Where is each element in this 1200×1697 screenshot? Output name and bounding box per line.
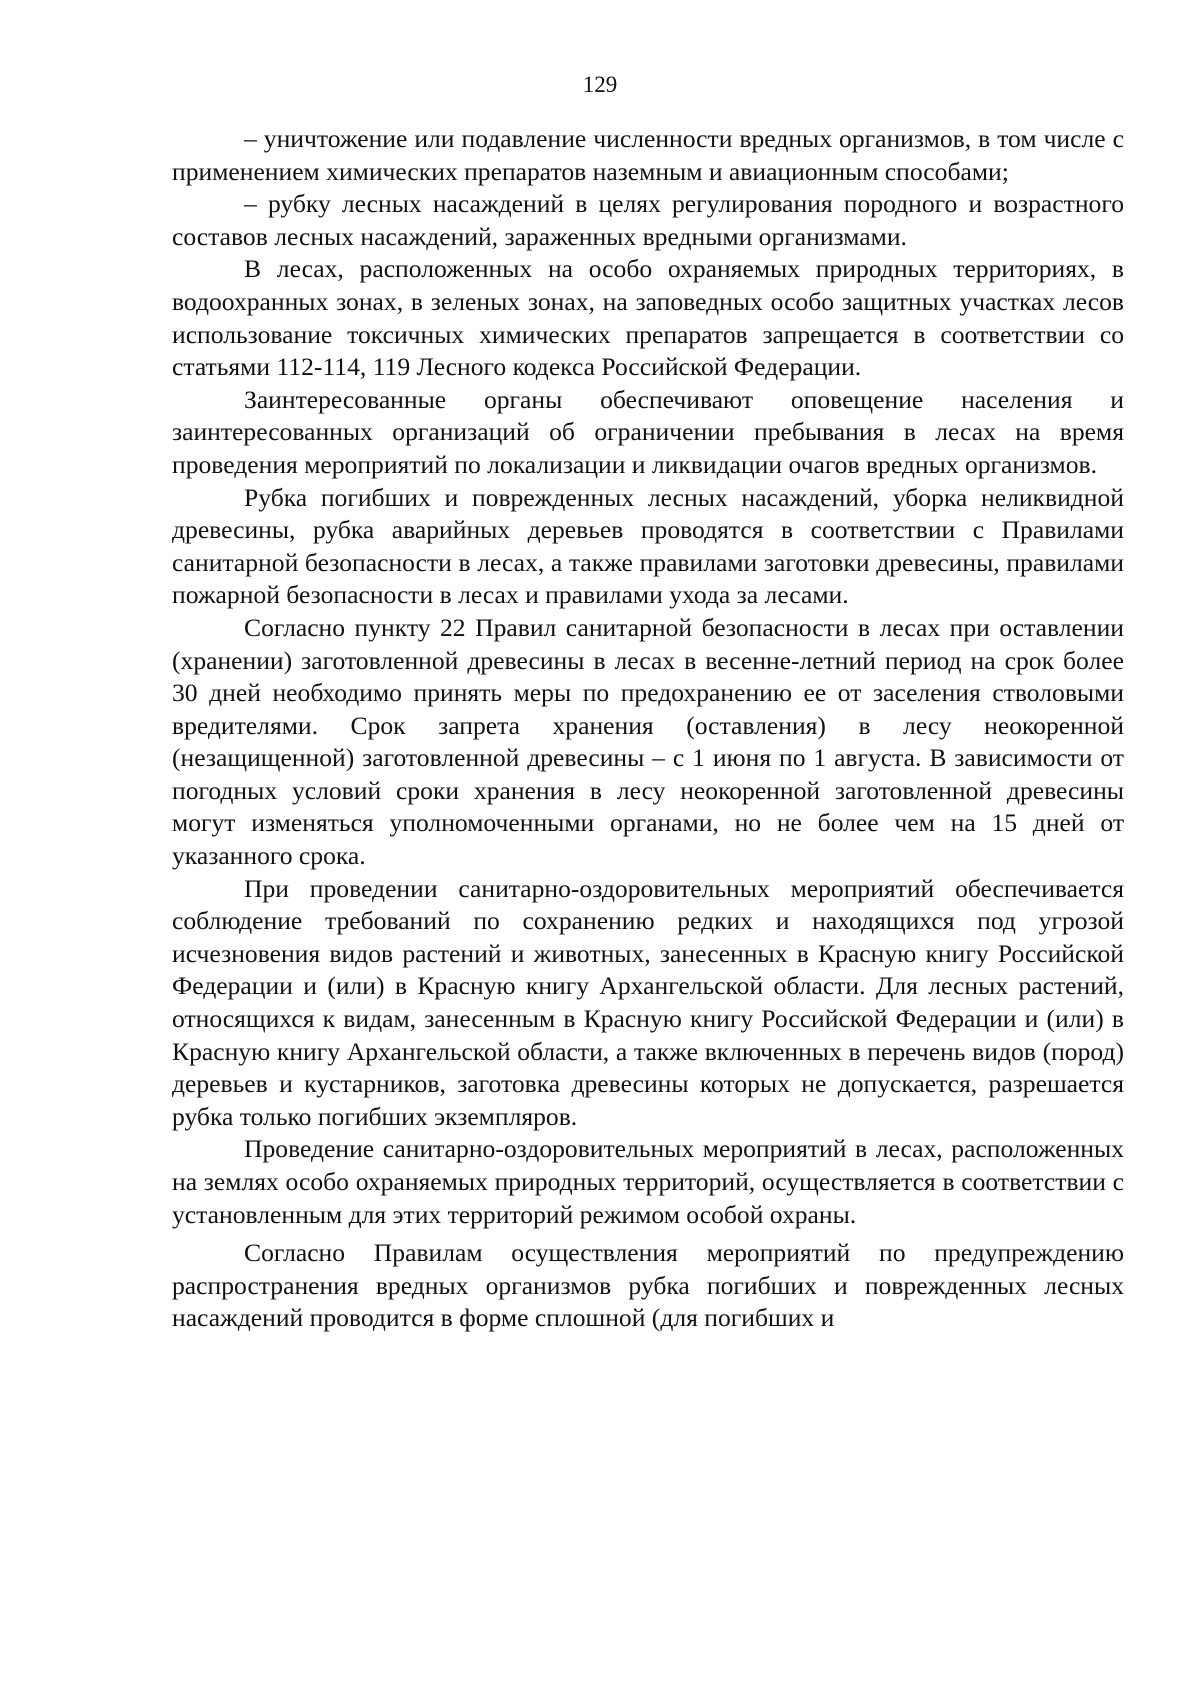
paragraph-felling-rules: Рубка погибших и поврежденных лесных насаждений, уборка неликвидной древесины, рубка аварийных деревьев проводятся в соответствии с Правилами санитарной безопасности в лесах, а также правилами заготовки древесины, правилами пожарной безопасности в лесах и правилами ухода за лесами. [172, 482, 1124, 610]
document-body [172, 123, 1124, 1335]
paragraph-red-book: При проведении санитарно-оздоровительных мероприятий обеспечивается соблюдение требований по сохранению редких и находящихся под угрозой исчезновения видов растений и животных, занесенных в Красную книгу Российской Федерации и (или) в Красную книгу Архангельской области. Для лесных растений, относящихся к видам, занесенным в Красную книгу Российской Федерации и (или) в Красную книгу Архангельской области, а также включенных в перечень видов (пород) деревьев и кустарников, заготовка древесины которых не допускается, разрешается рубка только погибших экземпляров. [172, 873, 1124, 1131]
paragraph-protected-territories: В лесах, расположенных на особо охраняемых природных территориях, в водоохранных зонах, в зеленых зонах, на заповедных особо защитных участках лесов использование токсичных химических препаратов запрещается в соответствии со статьями 112-114, 119 Лесного кодекса Российской Федерации. [172, 254, 1124, 382]
paragraph-protected-regime: Проведение санитарно-оздоровительных мероприятий в лесах, расположенных на землях особо охраняемых природных территорий, осуществляется в соответствии с установленным для этих территорий режимом особой охраны. [172, 1134, 1124, 1229]
list-item-pest-control: – уничтожение или подавление численности вредных организмов, в том числе с применением химических препаратов наземным и авиационным способами; [172, 124, 1124, 186]
page-number: 129 [582, 72, 618, 97]
paragraph-notification: Заинтересованные органы обеспечивают оповещение населения и заинтересованных организаций об ограничении пребывания в лесах на время проведения мероприятий по локализации и ликвидации очагов вредных организмов. [172, 384, 1124, 479]
list-item-felling: – рубку лесных насаждений в целях регулирования породного и возрастного составов лесных насаждений, зараженных вредными организмами. [172, 189, 1124, 251]
paragraph-storage-rules: Согласно пункту 22 Правил санитарной безопасности в лесах при оставлении (хранении) заготовленной древесины в лесах в весенне-летний период на срок более 30 дней необходимо принять меры по предохранению ее от заселения стволовыми вредителями. Срок запрета хранения (оставления) в лесу неокоренной (незащищенной) заготовленной древесины – с 1 июня по 1 августа. В зависимости от погодных условий сроки хранения в лесу неокоренной заготовленной древесины могут изменяться уполномоченными органами, но не более чем на 15 дней от указанного срока. [172, 612, 1124, 871]
paragraph-pest-prevention: Согласно Правилам осуществления мероприятий по предупреждению распространения вредных организмов рубка погибших и поврежденных лесных насаждений проводится в форме сплошной (для погибших и [172, 1238, 1124, 1333]
